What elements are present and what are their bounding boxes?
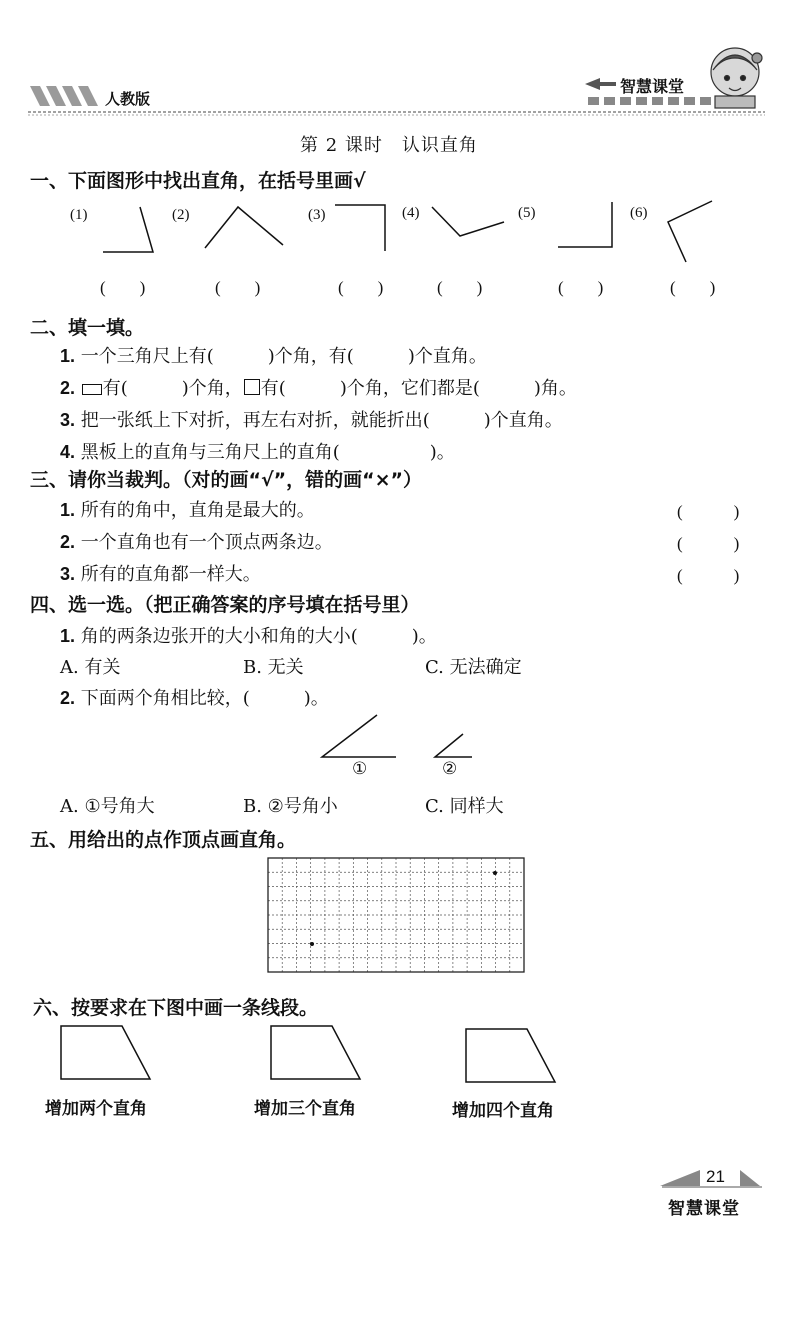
header-brand: 智慧课堂 <box>620 77 685 96</box>
question-text: 下面两个角相比较，( )。 <box>80 688 329 709</box>
question-text-b: 有( )个角，它们都是( )角。 <box>260 378 577 399</box>
question-text: 角的两条边张开的大小和角的大小( )。 <box>80 626 437 647</box>
answer-blank-5[interactable]: ( ) <box>558 278 604 297</box>
question-number: 1. <box>60 346 76 366</box>
section-1-title: 一、下面图形中找出直角，在括号里画√ <box>30 170 366 192</box>
figure-label-1: (1) <box>70 207 88 223</box>
choice-1-option-b[interactable]: B. 无关 <box>243 657 304 678</box>
choice-2-option-b[interactable]: B. ②号角小 <box>243 796 338 817</box>
trapezoid-caption-3: 增加四个直角 <box>452 1101 554 1121</box>
lesson-title: 第 2 课时 认识直角 <box>300 135 478 156</box>
question-number: 2. <box>60 532 76 552</box>
question-text: 一个直角也有一个顶点两条边。 <box>80 532 333 553</box>
question-text: 黑板上的直角与三角尺上的直角( )。 <box>80 442 455 463</box>
page-number: 21 <box>706 1167 725 1186</box>
question-text-a: 有( )个角， <box>102 378 243 399</box>
choice-2-option-c[interactable]: C. 同样大 <box>425 796 504 817</box>
answer-blank-6[interactable]: ( ) <box>670 278 716 297</box>
answer-blank-3[interactable]: ( ) <box>338 278 384 297</box>
section-3-title: 三、请你当裁判。（对的画“√”，错的画“×”） <box>30 469 423 491</box>
question-text: 所有的直角都一样大。 <box>80 564 261 585</box>
judge-blank-1[interactable]: ( ) <box>677 502 740 521</box>
question-number: 2. <box>60 688 76 708</box>
choice-1-option-c[interactable]: C. 无法确定 <box>425 657 522 678</box>
figure-label-3: (3) <box>308 207 326 223</box>
figure-label-5: (5) <box>518 205 536 221</box>
question-number: 3. <box>60 410 76 430</box>
trapezoid-caption-2: 增加三个直角 <box>254 1099 356 1119</box>
question-text: 所有的角中，直角是最大的。 <box>80 500 315 521</box>
section-5-title: 五、用给出的点作顶点画直角。 <box>30 829 297 851</box>
judge-blank-3[interactable]: ( ) <box>677 566 740 585</box>
choice-2-option-a[interactable]: A. ①号角大 <box>60 796 155 817</box>
question-number: 4. <box>60 442 76 462</box>
section-2-title: 二、填一填。 <box>30 317 145 339</box>
answer-blank-1[interactable]: ( ) <box>100 278 146 297</box>
question-number: 3. <box>60 564 76 584</box>
section-6-title: 六、按要求在下图中画一条线段。 <box>33 997 319 1019</box>
angle-two-label: ② <box>442 759 458 779</box>
question-number: 1. <box>60 626 76 646</box>
edition-label: 人教版 <box>105 90 151 108</box>
figure-label-2: (2) <box>172 207 190 223</box>
figure-label-6: (6) <box>630 205 648 221</box>
question-number: 2. <box>60 378 76 398</box>
question-number: 1. <box>60 500 76 520</box>
choice-1-option-a[interactable]: A. 有关 <box>60 657 121 678</box>
question-text: 一个三角尺上有( )个角，有( )个直角。 <box>80 346 487 367</box>
judge-blank-2[interactable]: ( ) <box>677 534 740 553</box>
section-4-title: 四、选一选。（把正确答案的序号填在括号里） <box>30 594 420 616</box>
figure-label-4: (4) <box>402 205 420 221</box>
footer-brand: 智慧课堂 <box>668 1199 740 1219</box>
footer-ribbon-icon <box>660 1170 700 1186</box>
answer-blank-2[interactable]: ( ) <box>215 278 261 297</box>
angle-one-label: ① <box>352 759 368 779</box>
trapezoid-caption-1: 增加两个直角 <box>45 1099 147 1119</box>
answer-blank-4[interactable]: ( ) <box>437 278 483 297</box>
question-text: 把一张纸上下对折，再左右对折，就能折出( )个直角。 <box>80 410 563 431</box>
